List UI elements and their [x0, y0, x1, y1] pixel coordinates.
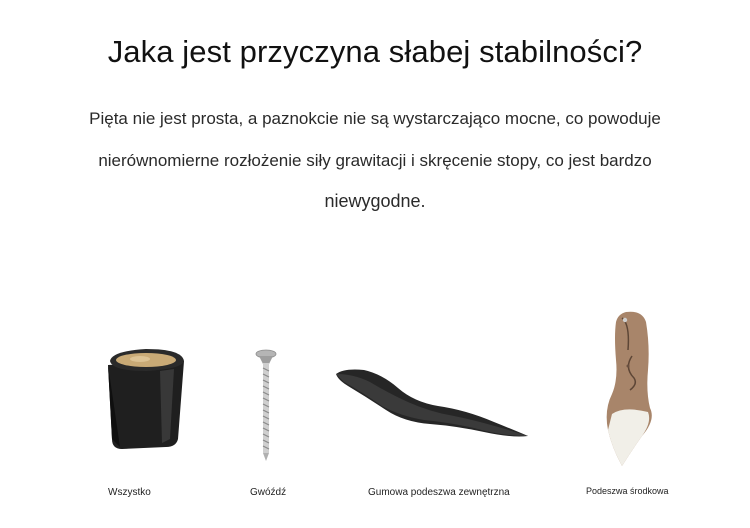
nail-icon: [254, 348, 278, 462]
description-line-3: niewygodne.: [324, 191, 426, 211]
heel-block-icon: [100, 343, 192, 455]
part-label-wszystko: Wszystko: [108, 487, 151, 498]
page-title: Jaka jest przyczyna słabej stabilności?: [107, 34, 643, 69]
description-line-1: Pięta nie jest prosta, a paznokcie nie są wystarczająco mocne, co powoduje: [89, 109, 661, 128]
rubber-outsole-icon: [334, 366, 530, 442]
part-label-podeszwa-srodkowa: Podeszwa środkowa: [586, 486, 669, 496]
part-label-gwozdz: Gwóźdź: [250, 487, 287, 498]
description-line-2: nierównomierne rozłożenie siły grawitacji i skręcenie stopy, co jest bardzo: [98, 151, 652, 170]
midsole-icon: [602, 310, 660, 468]
part-label-gumowa-podeszwa: Gumowa podeszwa zewnętrzna: [368, 487, 510, 498]
